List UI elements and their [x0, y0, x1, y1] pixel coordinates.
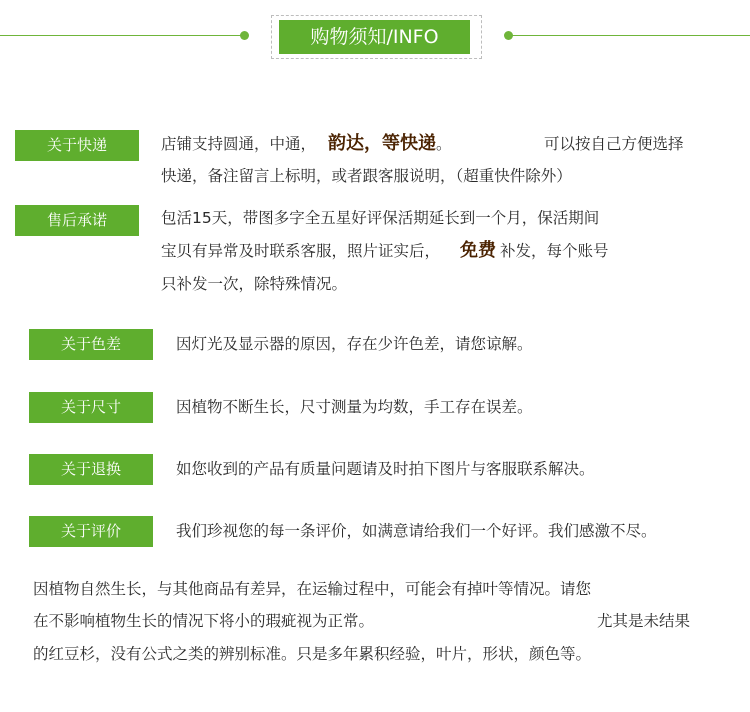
- label-express: 关于快递: [15, 130, 139, 161]
- label-size: 关于尺寸: [29, 392, 153, 423]
- after-sales-line-2-text: 宝贝有异常及时联系客服，照片证实后，: [161, 242, 441, 260]
- express-line-1-text: 店铺支持圆通，中通，: [161, 135, 317, 153]
- express-line-1: [161, 130, 452, 158]
- express-line-1-end: 。: [436, 135, 452, 153]
- returns-text: 如您收到的产品有质量问题请及时拍下图片与客服联系解决。: [176, 460, 595, 478]
- notice-line-2-tail: 尤其是未结果: [597, 612, 691, 630]
- label-after-sales: 售后承诺: [15, 205, 139, 236]
- after-sales-line-2-end: 补发，每个账号: [500, 242, 609, 260]
- header-title: 购物须知/INFO: [279, 20, 470, 54]
- after-sales-line-3: 只补发一次，除特殊情况。: [161, 275, 348, 293]
- reviews-text: 我们珍视您的每一条评价，如满意请给我们一个好评。我们感激不尽。: [176, 522, 657, 540]
- size-text: 因植物不断生长，尺寸测量为均数，手工存在误差。: [176, 398, 533, 416]
- header-line-right: [508, 35, 750, 36]
- notice-line-2: 在不影响植物生长的情况下将小的瑕疵视为正常。: [33, 612, 375, 630]
- notice-line-1: 因植物自然生长，与其他商品有差异，在运输过程中，可能会有掉叶等情况。请您: [33, 580, 592, 598]
- express-highlight: 韵达，等快递: [328, 133, 437, 154]
- label-returns: 关于退换: [29, 454, 153, 485]
- express-line-2: 快递，备注留言上标明，或者跟客服说明，（超重快件除外）: [161, 167, 572, 185]
- express-line-1-tail: 可以按自己方便选择: [544, 135, 684, 153]
- after-sales-line-1: 包活15天，带图多字全五星好评保活期延长到一个月，保活期间: [161, 209, 600, 227]
- notice-line-3: 的红豆杉，没有公式之类的辨别标准。只是多年累积经验，叶片，形状，颜色等。: [33, 645, 592, 663]
- after-sales-highlight: 免费: [460, 240, 497, 261]
- after-sales-line-2: [161, 237, 609, 265]
- label-reviews: 关于评价: [29, 516, 153, 547]
- color-difference-text: 因灯光及显示器的原因，存在少许色差，请您谅解。: [176, 335, 533, 353]
- label-color-difference: 关于色差: [29, 329, 153, 360]
- header-dot-left: [240, 31, 249, 40]
- header-line-left: [0, 35, 244, 36]
